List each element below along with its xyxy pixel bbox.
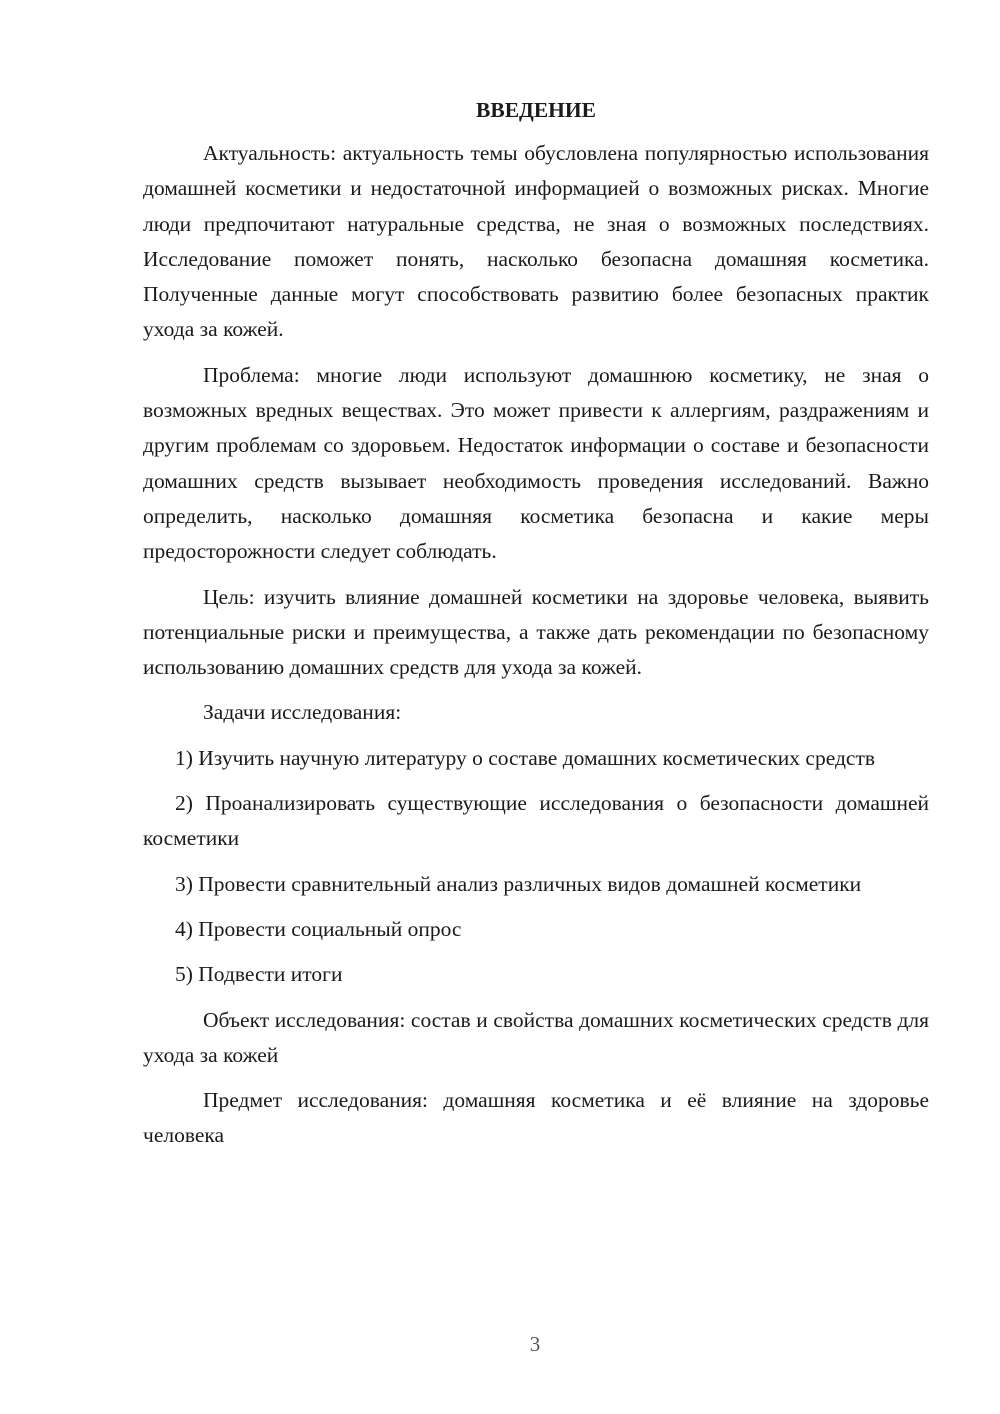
task-item-4: 4) Провести социальный опрос xyxy=(175,916,462,941)
document-page xyxy=(143,92,929,1164)
task-item-5: 5) Подвести итоги xyxy=(175,962,343,987)
subject-paragraph: Предмет исследования: домашняя косметика и её влияние на здоровье человека xyxy=(143,1088,929,1148)
goal-paragraph: Цель: изучить влияние домашней косметики на здоровье человека, выявить потенциальные риски и преимущества, а также дать рекомендации по безопасному использованию домашних средств для ухода за кожей. xyxy=(143,584,929,680)
page-number: 3 xyxy=(529,1332,541,1356)
problem-paragraph: Проблема: многие люди используют домашнюю косметику, не зная о возможных вредных веществах. Это может привести к аллергиям, раздражениям и другим проблемам со здоровьем. Недостаток информации о составе и безопасности домашних средств вызывает необходимость проведения исследований. Важно определить, насколько домашняя косметика безопасна и какие меры предосторожности следует соблюдать. xyxy=(143,362,929,564)
object-paragraph: Объект исследования: состав и свойства домашних косметических средств для ухода за кожей xyxy=(143,1007,929,1067)
task-item-1: 1) Изучить научную литературу о составе домашних косметических средств xyxy=(175,745,876,770)
section-heading: ВВЕДЕНИЕ xyxy=(476,98,596,122)
task-item-2: 2) Проанализировать существующие исследования о безопасности домашней косметики xyxy=(143,791,929,851)
relevance-paragraph: Актуальность: актуальность темы обусловлена популярностью использования домашней косметики и недостаточной информацией о возможных рисках. Многие люди предпочитают натуральные средства, не зная о возможных последствиях. Исследование поможет понять, насколько безопасна домашняя косметика. Полученные данные могут способствовать развитию более безопасных практик ухода за кожей. xyxy=(143,141,929,342)
tasks-title: Задачи исследования: xyxy=(203,700,402,725)
task-item-3: 3) Провести сравнительный анализ различных видов домашней косметики xyxy=(175,871,862,896)
